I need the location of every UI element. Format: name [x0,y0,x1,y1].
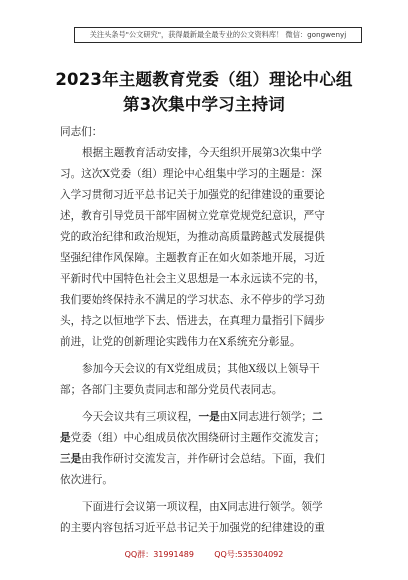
paragraph-1-line: 习。这次X党委（组）理论中心组集中学习的主题是：深 [60,168,322,180]
paragraph-4-line: 下面进行会议第一项议程，由X同志进行领学。领学 [82,501,323,513]
paragraph-3-line [60,430,356,445]
paragraph-1-line: 前进，让党的创新理论实践伟力在X系统充分彰显。 [60,336,301,348]
paragraph-1-line: 根据主题教育活动安排，今天组织开展第3次集中学 [82,147,322,159]
agenda-item-2-marker-start: 二 [312,411,323,423]
paragraph-1-line: 入学习贯彻习近平总书记关于加强党的纪律建设的重要论 [60,189,325,201]
footer-contact: QQ群：31991489 QQ号:535304092 [124,550,284,559]
document-title-line-1: 2023年主题教育党委（组）理论中心组 [55,70,353,89]
paragraph-3-line [60,451,356,466]
paragraph-1-line: 坚强纪律作风保障。主题教育正在如火如荼地开展，习近 [60,252,325,264]
paragraph-1-line: 平新时代中国特色社会主义思想是一本永远读不完的书， [60,273,325,285]
greeting: 同志们： [60,126,103,138]
header-banner: 关注头条号"公文研究"，获得最新最全最专业的公文资料库！ 微信：gongwenyj [74,27,362,43]
paragraph-3-line: 依次进行。 [60,474,113,486]
paragraph-1-line: 我们要始终保持永不满足的学习状态、永不停步的学习劲 [60,294,325,306]
paragraph-3-line [82,409,378,424]
agenda-item-2-marker-end: 是 [60,432,71,444]
agenda-item-2-text: 党委（组）中心组成员依次围绕研讨主题作交流发言； [70,432,325,444]
paragraph-4-line: 的主要内容包括习近平总书记关于加强党的纪律建设的重 [60,522,325,534]
agenda-item-3-text: 由我作研讨交流发言，并作研讨会总结。下面，我们 [81,453,325,465]
paragraph-2-line: 部；各部门主要负责同志和部分党员代表同志。 [60,384,283,396]
agenda-item-3-marker: 三是 [60,453,82,465]
agenda-intro: 今天会议共有三项议程， [82,411,199,423]
document-title-line-2: 第3次集中学习主持词 [123,95,285,114]
agenda-item-1-marker: 一是 [198,411,220,423]
agenda-item-1-text: 由X同志进行领学； [219,411,313,423]
paragraph-2-line: 参加今天会议的有X党组成员；其他X级以上领导干 [82,363,320,375]
paragraph-1-line: 述，教育引导党员干部牢固树立党章党规党纪意识，严守 [60,210,325,222]
paragraph-1-line: 党的政治纪律和政治规矩，为推动高质量跨越式发展提供 [60,231,325,243]
paragraph-1-line: 头，持之以恒地学下去、悟进去，在真理力量指引下阔步 [60,315,325,327]
